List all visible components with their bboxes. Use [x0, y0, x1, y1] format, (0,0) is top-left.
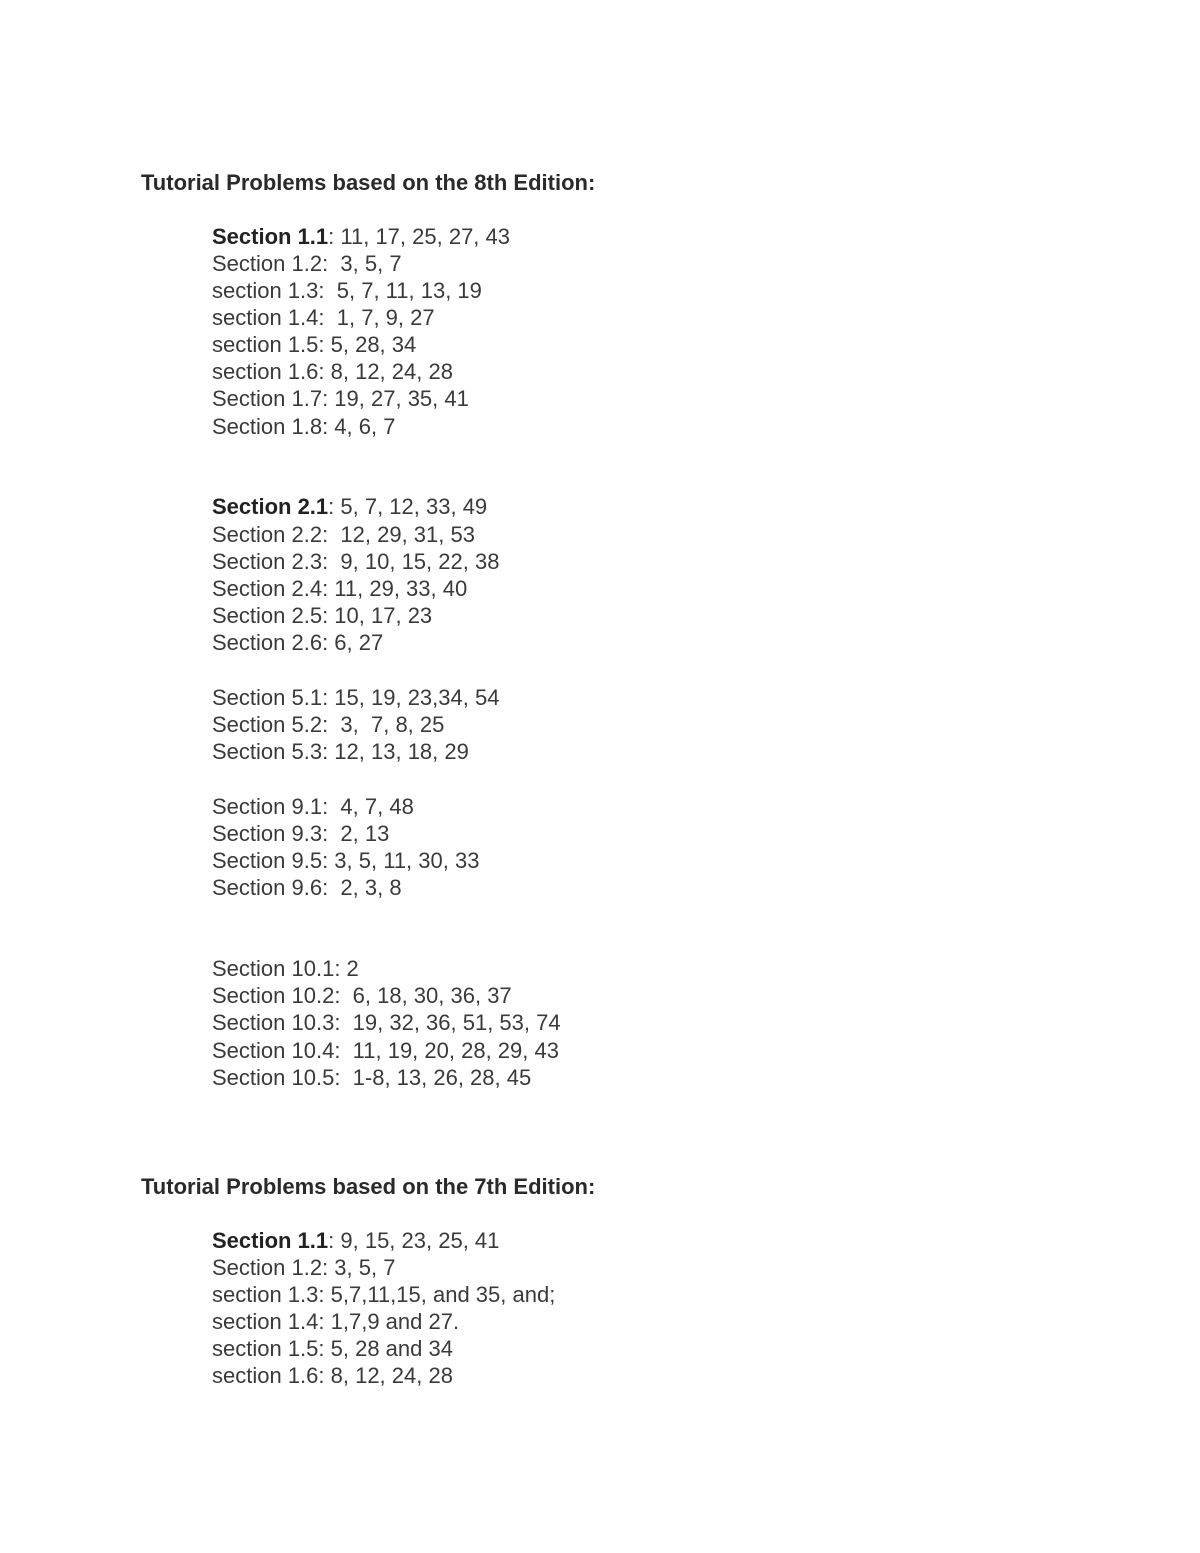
list-item: Section 1.2: 3, 5, 7 [212, 251, 402, 276]
list-item: section 1.3: 5,7,11,15, and 35, and; [212, 1282, 556, 1307]
list-item: Section 5.3: 12, 13, 18, 29 [212, 739, 469, 764]
list-item: Section 1.7: 19, 27, 35, 41 [212, 386, 469, 411]
list-item: Section 1.1: 11, 17, 25, 27, 43 [212, 224, 510, 249]
list-item: Section 10.5: 1-8, 13, 26, 28, 45 [212, 1065, 532, 1090]
list-item: Section 2.5: 10, 17, 23 [212, 603, 433, 628]
list-item: Section 9.6: 2, 3, 8 [212, 875, 402, 900]
list-item: Section 2.6: 6, 27 [212, 630, 384, 655]
list-item: section 1.6: 8, 12, 24, 28 [212, 359, 453, 384]
list-item: section 1.3: 5, 7, 11, 13, 19 [212, 278, 482, 303]
heading-7th-edition: Tutorial Problems based on the 7th Edition: [141, 1174, 596, 1199]
list-item: Section 10.4: 11, 19, 20, 28, 29, 43 [212, 1038, 559, 1063]
list-item: Section 1.8: 4, 6, 7 [212, 414, 396, 439]
list-item: Section 2.1: 5, 7, 12, 33, 49 [212, 494, 488, 519]
list-item: Section 1.1: 9, 15, 23, 25, 41 [212, 1228, 500, 1253]
list-item: Section 1.2: 3, 5, 7 [212, 1255, 396, 1280]
list-item: Section 10.3: 19, 32, 36, 51, 53, 74 [212, 1010, 561, 1035]
list-item: Section 2.3: 9, 10, 15, 22, 38 [212, 549, 500, 574]
list-item: Section 9.5: 3, 5, 11, 30, 33 [212, 848, 480, 873]
list-item: Section 5.1: 15, 19, 23,34, 54 [212, 685, 500, 710]
list-item: section 1.5: 5, 28, 34 [212, 332, 417, 357]
list-item: Section 10.1: 2 [212, 956, 359, 981]
list-item: Section 9.1: 4, 7, 48 [212, 794, 414, 819]
list-item: section 1.4: 1, 7, 9, 27 [212, 305, 435, 330]
list-item: Section 5.2: 3, 7, 8, 25 [212, 712, 445, 737]
list-item: Section 2.4: 11, 29, 33, 40 [212, 576, 468, 601]
list-item: section 1.4: 1,7,9 and 27. [212, 1309, 460, 1334]
list-item: section 1.6: 8, 12, 24, 28 [212, 1363, 453, 1388]
list-item: Section 9.3: 2, 13 [212, 821, 390, 846]
list-item: section 1.5: 5, 28 and 34 [212, 1336, 453, 1361]
list-item: Section 2.2: 12, 29, 31, 53 [212, 522, 475, 547]
heading-8th-edition: Tutorial Problems based on the 8th Edition: [141, 170, 596, 195]
list-item: Section 10.2: 6, 18, 30, 36, 37 [212, 983, 512, 1008]
